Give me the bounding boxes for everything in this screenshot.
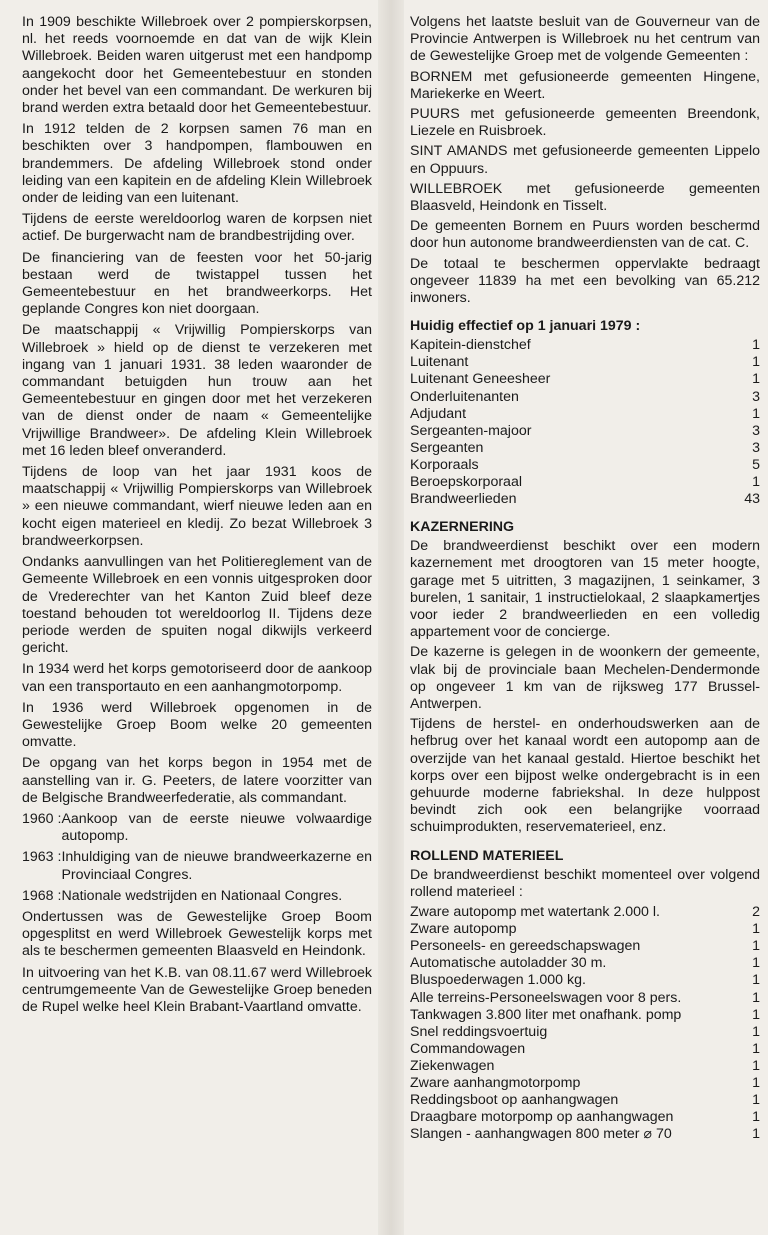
item-label: Snel reddingsvoertuig <box>410 1023 548 1040</box>
paragraph-kazernement: De brandweerdienst beschikt over een modern kazernement met droogtoren van 15 meter hoogte, garage met 5 uitritten, 3 magazijnen, 1 seinkamer, 3 burelen, 1 sanitair, 1 instructielokaal, 2 slaapkamertjes voor ieder 2 brandweerlieden en een volledig appartement voor de concierge. <box>410 538 760 641</box>
list-item <box>410 1041 760 1058</box>
item-label: Ziekenwagen <box>410 1057 495 1074</box>
entry-text: Inhuldiging van de nieuwe brandweerkazerne en Provinciaal Congres. <box>61 849 372 883</box>
paragraph-kb: In uitvoering van het K.B. van 08.11.67 werd Willebroek centrumgemeente Van de Gewestelijke Groep beneden de Rupel welke heel Klein Brabant-Vaartland omvatte. <box>22 964 372 1015</box>
item-label: Sergeanten-majoor <box>410 422 532 439</box>
list-item <box>410 371 760 388</box>
item-count: 1 <box>752 474 760 490</box>
paragraph-1909: In 1909 beschikte Willebroek over 2 pompierskorpsen, nl. het reeds voornoemde en dat van de wijk Klein Willebroek. Beiden waren uitgerust met een handpomp aangekocht door het Gemeentebestuur en stonden onder het bevel van een commandant. De werkuren bij brand werden extra betaald door het Gemeentebestuur. <box>22 14 372 117</box>
paragraph-1931-maatschappij: De maatschappij « Vrijwillig Pompierskorps van Willebroek » hield op de dienst te verzekeren met ingang van 1 januari 1931. 38 leden waaronder de commandant betuigden hun trouw aan het Gemeentebestuur en gingen door met het verzekeren van de dienst onder de naam « Gemeentelijke Vrijwillige Brandweer». De afdeling Klein Willebroek met 16 leden bleef onveranderd. <box>22 322 372 459</box>
list-item <box>410 423 760 440</box>
item-count: 2 <box>752 904 760 921</box>
paragraph-politiereglement: Ondanks aanvullingen van het Politiereglement van de Gemeente Willebroek en een vonnis uitgesproken door de Vrederechter van het Kanton Zuid bleef deze toestand behouden tot wereldoorlog II. Tijdens deze periode werden de spuiten nogal dikwijls verkeerd gericht. <box>22 554 372 657</box>
paragraph-materieel-intro: De brandweerdienst beschikt momenteel over volgend rollend materieel : <box>410 866 760 900</box>
item-label: Brandweerlieden <box>410 491 517 508</box>
item-count: 1 <box>752 1057 760 1074</box>
page-gutter <box>378 0 404 1235</box>
item-count: 1 <box>752 1126 760 1143</box>
item-count: 1 <box>752 1074 760 1091</box>
list-item <box>410 1075 760 1092</box>
list-item <box>410 1007 760 1024</box>
item-label: Zware autopomp met watertank 2.000 l. <box>410 904 660 921</box>
dated-entry-1963 <box>22 849 372 883</box>
item-count: 3 <box>752 422 760 439</box>
list-item <box>410 406 760 423</box>
paragraph-ligging: De kazerne is gelegen in de woonkern der gemeente, vlak bij de provinciale baan Mechelen-Dendermonde op ongeveer 1 km van de rijksweg 177 Brussel-Antwerpen. <box>410 644 760 713</box>
left-column <box>22 14 372 1020</box>
item-count: 5 <box>752 456 760 473</box>
item-label: Zware aanhangmotorpomp <box>410 1074 581 1091</box>
heading-kazernering: KAZERNERING <box>410 519 515 536</box>
heading-effectief: Huidig effectief op 1 januari 1979 : <box>410 318 641 335</box>
paragraph-sint-amands: SINT AMANDS met gefusioneerde gemeenten Lippelo en Oppuurs. <box>410 143 760 177</box>
item-count: 1 <box>752 337 760 354</box>
item-label: Adjudant <box>410 405 467 422</box>
list-item <box>410 1109 760 1126</box>
list-item <box>410 1058 760 1075</box>
list-item <box>410 389 760 406</box>
item-label: Alle terreins-Personeelswagen voor 8 pers. <box>410 989 682 1006</box>
item-count: 1 <box>752 989 760 1006</box>
entry-date: 1968 : <box>22 887 62 904</box>
paragraph-ondertussen: Ondertussen was de Gewestelijke Groep Boom opgesplitst en werd Willebroek Gewestelijk korps met als te beschermen gemeenten Blaasveld en Heindonk. <box>22 908 372 960</box>
item-label: Personeels- en gereedschapswagen <box>410 938 641 955</box>
materieel-list <box>410 904 760 1143</box>
item-count: 1 <box>752 1040 760 1057</box>
entry-text: Nationale wedstrijden en Nationaal Congres. <box>61 887 343 904</box>
item-label: Reddingsboot op aanhangwagen <box>410 1092 619 1109</box>
paragraph-bijpost: Tijdens de herstel- en onderhoudswerken aan de hefbrug over het kanaal wordt een autopomp aan de overzijde van het kanaal gestald. Hiertoe beschikt het korps over een bijpost welke ondergebracht is in een gehuurde moderne fabriekshal. In deze hulppost bevindt zich ook een belangrijke voorraad schuimprodukten, reservematerieel, enz. <box>410 716 760 836</box>
list-item <box>410 457 760 474</box>
dated-entry-1968 <box>22 888 372 905</box>
paragraph-1954: De opgang van het korps begon in 1954 met de aanstelling van ir. G. Peeters, de latere voorzitter van de Belgische Brandweerfederatie, als commandant. <box>22 755 372 806</box>
list-item <box>410 491 760 508</box>
item-label: Draagbare motorpomp op aanhangwagen <box>410 1109 674 1126</box>
item-label: Kapitein-dienstchef <box>410 337 531 354</box>
item-count: 1 <box>752 1006 760 1023</box>
item-count: 43 <box>744 491 760 508</box>
item-label: Luitenant <box>410 354 469 371</box>
item-count: 1 <box>752 1092 760 1109</box>
item-label: Zware autopomp <box>410 921 517 938</box>
entry-text: Aankoop van de eerste nieuwe volwaardige autopomp. <box>61 810 372 845</box>
list-item <box>410 972 760 989</box>
item-count: 3 <box>752 439 760 456</box>
item-count: 1 <box>752 938 760 955</box>
list-item <box>410 337 760 354</box>
item-label: Slangen - aanhangwagen 800 meter ⌀ 70 <box>410 1126 672 1143</box>
list-item <box>410 1092 760 1109</box>
dated-entry-1960 <box>22 811 372 845</box>
paragraph-autonome: De gemeenten Bornem en Puurs worden beschermd door hun autonome brandweerdiensten van de cat. C. <box>410 218 760 252</box>
item-count: 1 <box>752 371 760 388</box>
paragraph-1936: In 1936 werd Willebroek opgenomen in de Gewestelijke Groep Boom welke 20 gemeenten omvatte. <box>22 699 372 751</box>
item-count: 1 <box>752 955 760 972</box>
item-label: Tankwagen 3.800 liter met onafhank. pomp <box>410 1006 682 1023</box>
item-label: Sergeanten <box>410 439 484 456</box>
paragraph-1931-loop: Tijdens de loop van het jaar 1931 koos de maatschappij « Vrijwillig Pompierskorps van Willebroek » een nieuwe commandant, wierf nieuwe leden aan en kocht eigen materieel en kledij. Zo bezat Willebroek 3 brandweerkorpsen. <box>22 464 372 549</box>
item-count: 3 <box>752 388 760 405</box>
list-item <box>410 474 760 491</box>
paragraph-gouverneur: Volgens het laatste besluit van de Gouverneur van de Provincie Antwerpen is Willebroek nu het centrum van de Gewestelijke Groep met de volgende Gemeenten : <box>410 14 760 65</box>
paragraph-financiering: De financiering van de feesten voor het 50-jarig bestaan werd de twistappel tussen het Gemeentebestuur en het brandweerkorps. Het geplande Congres kon niet doorgaan. <box>22 249 372 318</box>
paragraph-1912: In 1912 telden de 2 korpsen samen 76 man en beschikten over 3 handpompen, flambouwen en brandemmers. De afdeling Willebroek stond onder leiding van een kapitein en de afdeling Klein Willebroek onder de leiding van een luitenant. <box>22 121 372 207</box>
list-item <box>410 921 760 938</box>
list-item <box>410 990 760 1007</box>
item-label: Korporaals <box>410 456 479 473</box>
effectief-list <box>410 337 760 508</box>
list-item <box>410 1024 760 1041</box>
paragraph-puurs: PUURS met gefusioneerde gemeenten Breendonk, Liezele en Ruisbroek. <box>410 106 760 140</box>
item-count: 1 <box>752 921 760 938</box>
paragraph-ww1: Tijdens de eerste wereldoorlog waren de korpsen niet actief. De burgerwacht nam de brandbestrijding over. <box>22 211 372 245</box>
item-label: Automatische autoladder 30 m. <box>410 955 607 972</box>
item-count: 1 <box>752 972 760 989</box>
item-label: Onderluitenanten <box>410 388 519 405</box>
paragraph-oppervlakte: De totaal te beschermen oppervlakte bedraagt ongeveer 11839 ha met een bevolking van 65.212 inwoners. <box>410 255 760 307</box>
item-label: Beroepskorporaal <box>410 474 522 490</box>
heading-materieel: ROLLEND MATERIEEL <box>410 847 564 864</box>
item-count: 1 <box>752 354 760 371</box>
paragraph-1934: In 1934 werd het korps gemotoriseerd door de aankoop van een transportauto en een aanhangmotorpomp. <box>22 661 372 695</box>
item-label: Luitenant Geneesheer <box>410 371 551 388</box>
right-column <box>410 14 760 1143</box>
item-label: Commandowagen <box>410 1040 526 1057</box>
item-count: 1 <box>752 1023 760 1040</box>
list-item <box>410 955 760 972</box>
item-count: 1 <box>752 405 760 422</box>
list-item <box>410 904 760 921</box>
list-item <box>410 440 760 457</box>
entry-date: 1960 : <box>22 810 62 827</box>
item-count: 1 <box>752 1109 760 1126</box>
paragraph-bornem: BORNEM met gefusioneerde gemeenten Hingene, Mariekerke en Weert. <box>410 68 760 102</box>
list-item <box>410 938 760 955</box>
item-label: Bluspoederwagen 1.000 kg. <box>410 972 586 989</box>
list-item <box>410 354 760 371</box>
entry-date: 1963 : <box>22 849 62 866</box>
list-item <box>410 1126 760 1143</box>
paragraph-willebroek: WILLEBROEK met gefusioneerde gemeenten Blaasveld, Heindonk en Tisselt. <box>410 180 760 215</box>
